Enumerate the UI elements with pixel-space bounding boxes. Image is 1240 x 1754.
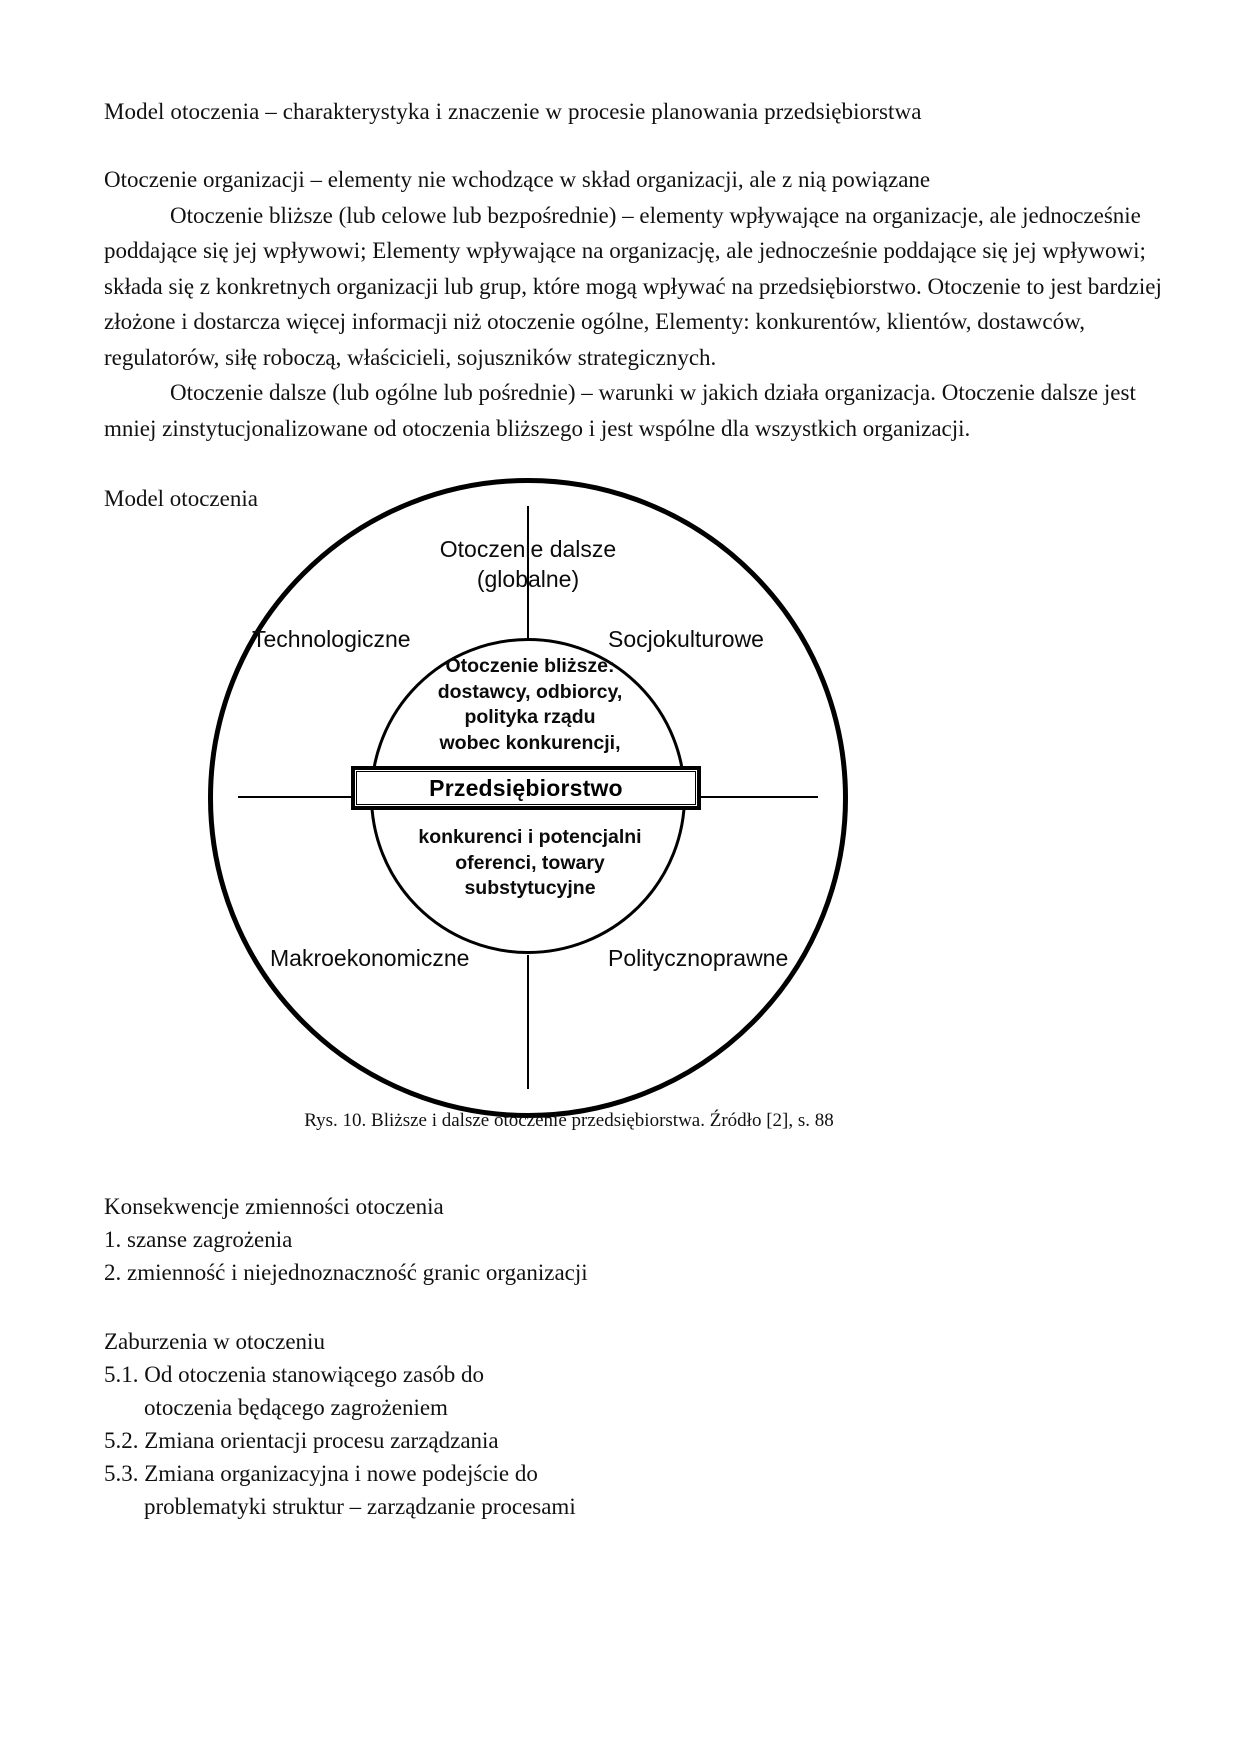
inner-top-line-2: dostawcy, odbiorcy, bbox=[437, 680, 623, 703]
list-item-continuation-text: problematyki struktur – zarządzanie procesami bbox=[144, 1494, 576, 1519]
center-enterprise-label: Przedsiębiorstwo bbox=[356, 771, 696, 805]
list-item-continuation-text: otoczenia będącego zagrożeniem bbox=[144, 1395, 448, 1420]
list-item: 5.2. Zmiana orientacji procesu zarządzania bbox=[104, 1428, 499, 1453]
list-item-continuation bbox=[104, 1391, 1104, 1424]
figure-caption: Rys. 10. Bliższe i dalsze otoczenie przedsiębiorstwa. Źródło [2], s. 88 bbox=[304, 1110, 834, 1131]
intro-line: Otoczenie organizacji – elementy nie wchodzące w skład organizacji, ale z nią powiązane bbox=[104, 167, 931, 192]
disturbances-block bbox=[104, 1325, 1104, 1523]
paragraph-far-first: Otoczenie dalsze (lub ogólne lub pośrednie) – warunki w jakich działa organizacja. bbox=[170, 380, 936, 405]
model-section-label: Model otoczenia bbox=[104, 486, 258, 511]
quadrant-label-politycznoprawne: Politycznoprawne bbox=[608, 945, 789, 971]
center-enterprise-box bbox=[351, 766, 701, 810]
divider-line-right bbox=[685, 796, 818, 798]
inner-circle-text-bottom bbox=[380, 825, 680, 902]
inner-top-line-3: polityka rządu bbox=[464, 706, 596, 728]
quadrant-label-technologiczne: Technologiczne bbox=[252, 626, 411, 652]
list-item: 5.1. Od otoczenia stanowiącego zasób do bbox=[104, 1362, 485, 1387]
concentric-circles-diagram bbox=[208, 478, 868, 1138]
divider-line-bottom bbox=[527, 955, 529, 1089]
quadrant-label-socjokulturowe: Socjokulturowe bbox=[608, 626, 764, 652]
inner-bottom-line-3: substytucyjne bbox=[464, 877, 596, 899]
list-item: 5.3. Zmiana organizacyjna i nowe podejście do bbox=[104, 1461, 538, 1486]
inner-circle-text-top bbox=[380, 654, 680, 756]
inner-top-line-4: wobec konkurencji, bbox=[439, 731, 621, 754]
list-item-continuation bbox=[104, 1490, 1104, 1523]
quadrant-label-makroekonomiczne: Makroekonomiczne bbox=[270, 945, 470, 971]
paragraph-near-text: Otoczenie bliższe (lub celowe lub bezpośrednie) – elementy wpływające na organizacje, ale jednocześnie poddające się jej wpływowi; Elementy wpływające na organizację, ale jednocześnie poddające się jej wpływowi; składa się z konkretnych organizacji lub grup, które mogą wpływać na przedsiębiorstwo. Otoczenie to jest bardziej złożone i dostarcza więcej informacji niż otoczenie ogólne, Elementy: konkurentów, klientów, dostawców, regulatorów, siłę roboczą, właścicieli, sojuszników strategicznych. bbox=[104, 202, 1162, 370]
consequences-heading: Konsekwencje zmienności otoczenia bbox=[104, 1194, 444, 1219]
inner-bottom-line-2: oferenci, towary bbox=[455, 851, 605, 874]
paragraph-near-environment bbox=[104, 198, 1164, 376]
paragraph-far-rest: Otoczenie dalsze jest mniej zinstytucjonalizowane od otoczenia bliższego i jest wspólne dla wszystkich organizacji. bbox=[104, 380, 1136, 441]
inner-top-line-1: Otoczenie bliższe: bbox=[445, 655, 615, 677]
figure-environment-model bbox=[104, 478, 1136, 1158]
document-bottom-lists bbox=[104, 1190, 1104, 1559]
outer-circle-label-line2: (globalne) bbox=[476, 566, 580, 592]
inner-bottom-line-1: konkurenci i potencjalni bbox=[418, 826, 642, 848]
consequences-block bbox=[104, 1190, 1104, 1289]
list-item: 2. zmienność i niejednoznaczność granic organizacji bbox=[104, 1260, 588, 1285]
outer-circle-label-line1: Otoczenie dalsze bbox=[439, 536, 617, 562]
page-title: Model otoczenia – charakterystyka i znaczenie w procesie planowania przedsiębiorstwa bbox=[104, 99, 922, 124]
outer-circle-label bbox=[368, 534, 688, 594]
paragraph-far-environment bbox=[104, 375, 1164, 446]
disturbances-heading: Zaburzenia w otoczeniu bbox=[104, 1329, 325, 1354]
document-body bbox=[104, 96, 1164, 515]
list-item: 1. szanse zagrożenia bbox=[104, 1227, 293, 1252]
